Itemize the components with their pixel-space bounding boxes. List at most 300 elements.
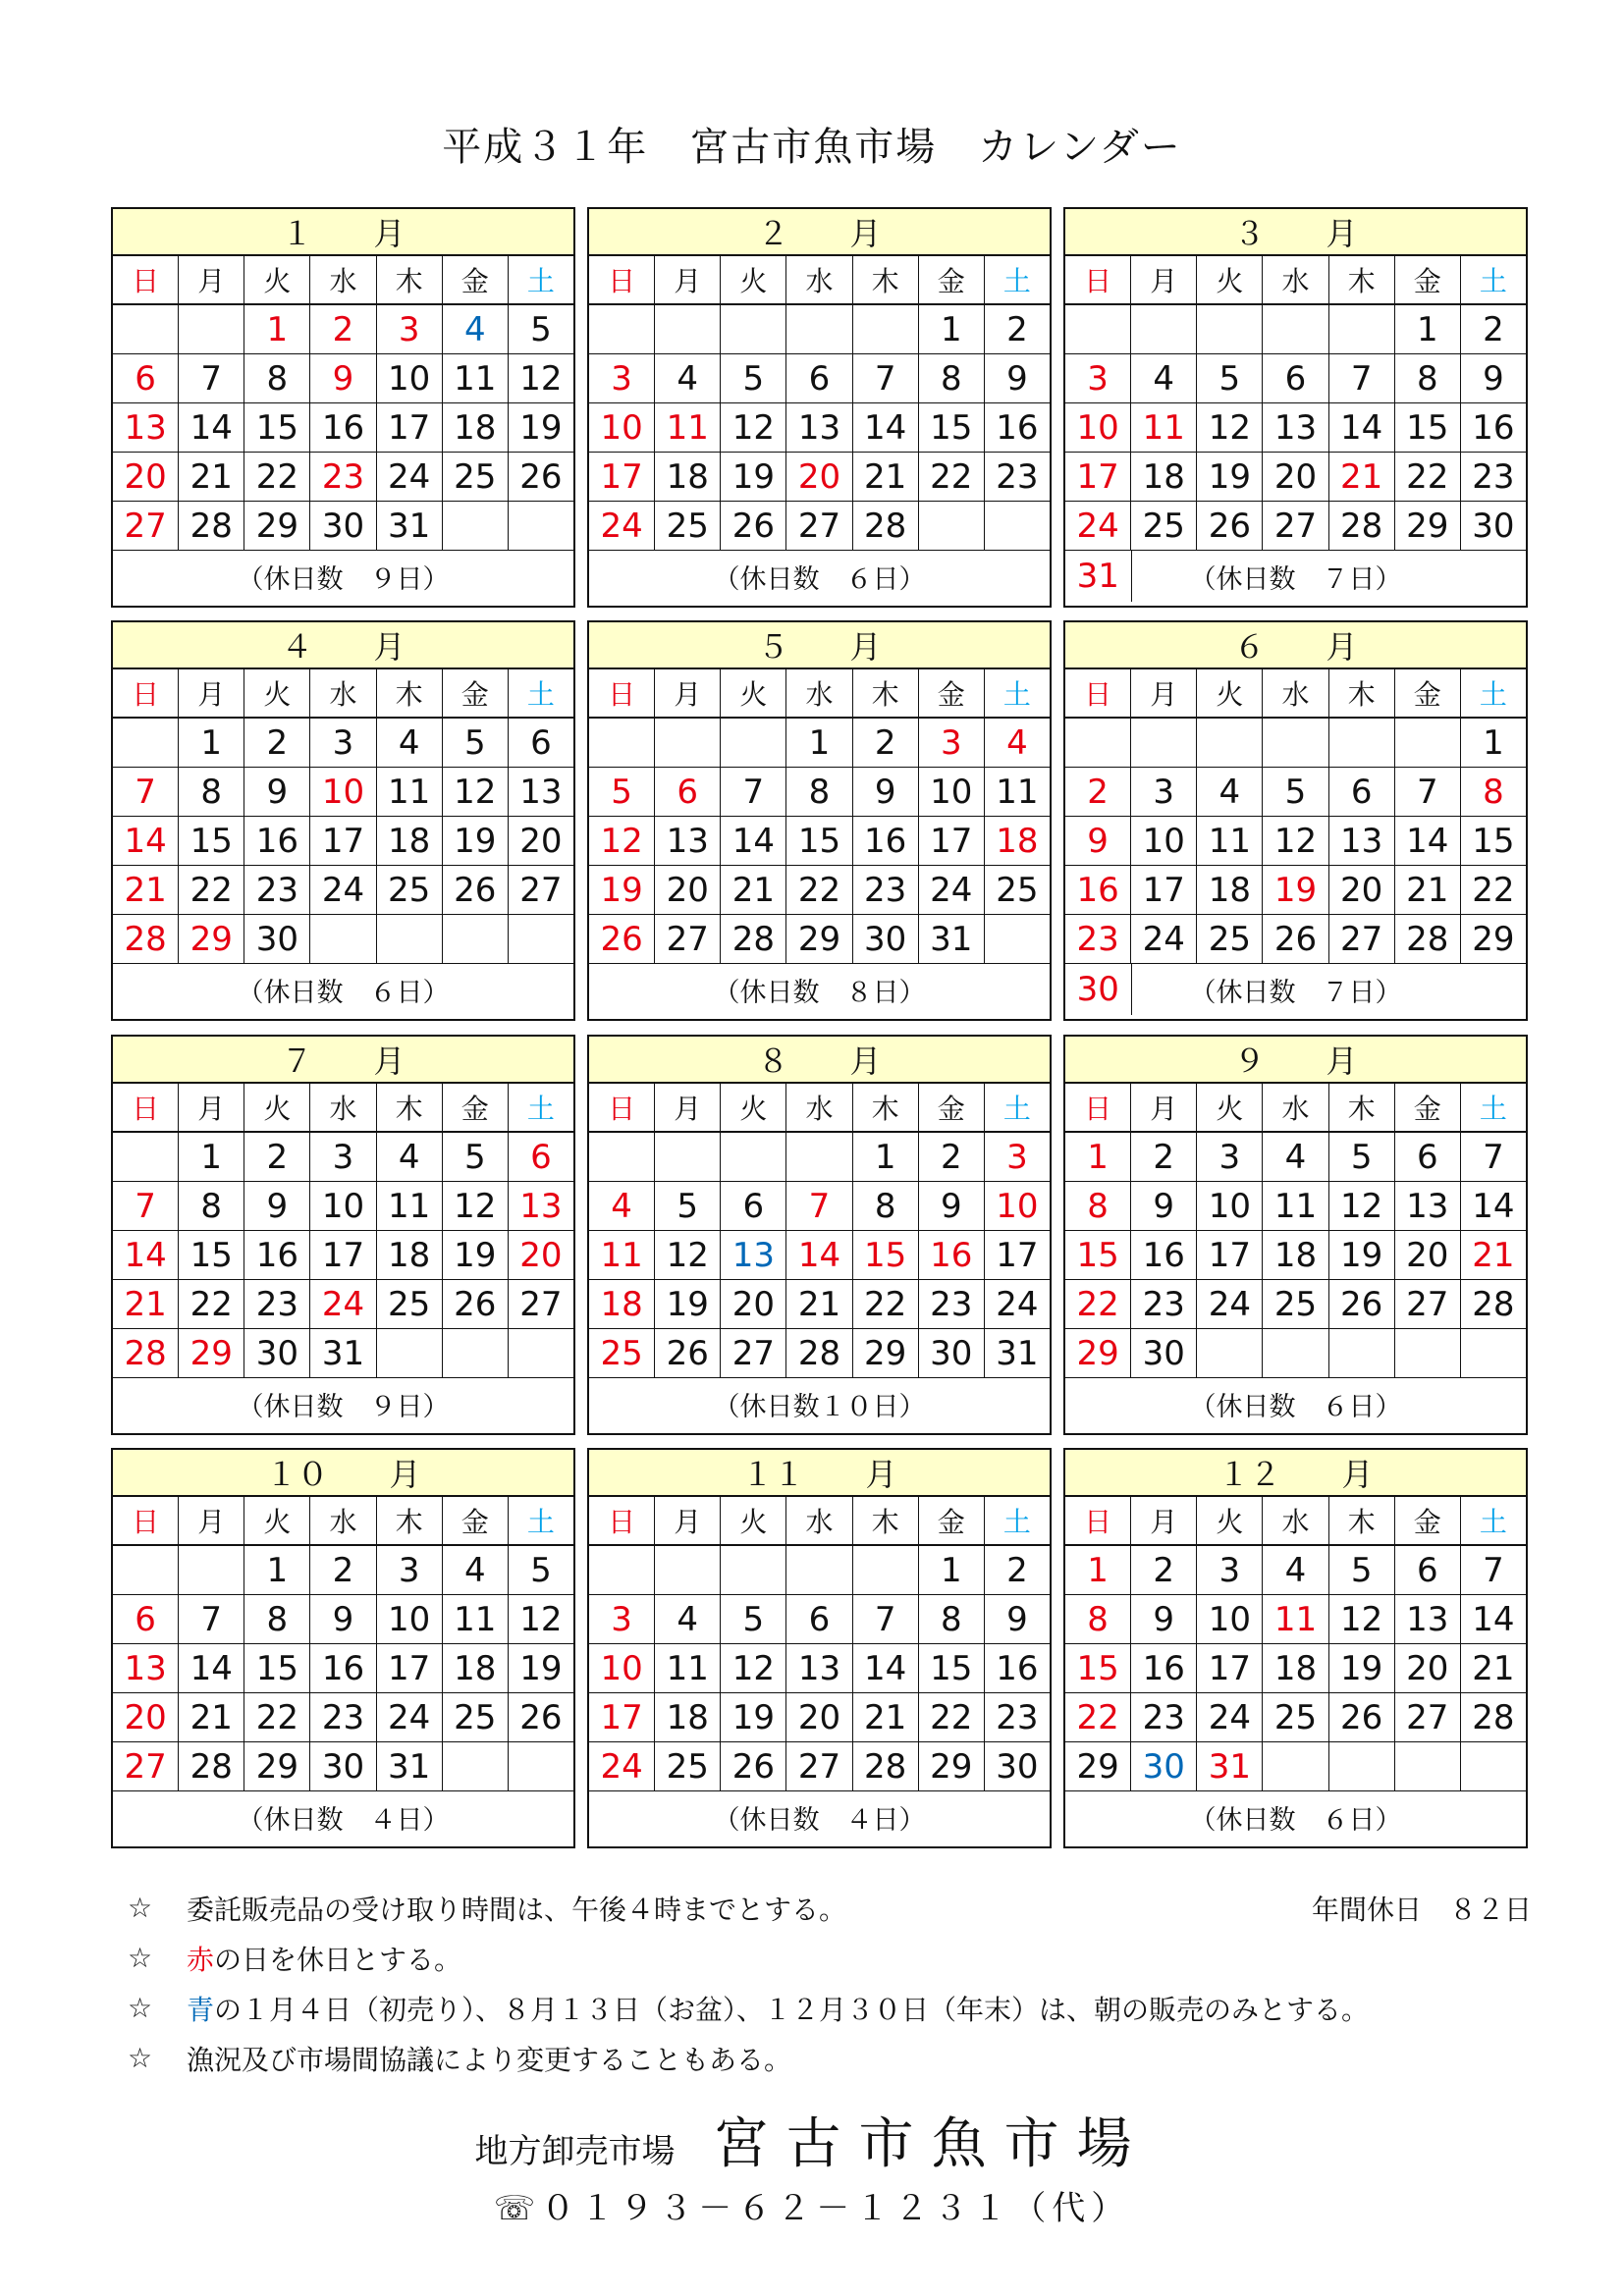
weekday-row [113, 669, 573, 719]
week-row [1065, 1133, 1526, 1182]
day-cell: 8 [919, 1595, 985, 1643]
day-cell: 25 [443, 453, 509, 501]
week-row [589, 768, 1050, 817]
empty-cell [985, 502, 1050, 550]
day-cell: 2 [1483, 309, 1504, 349]
empty-cell [1329, 719, 1395, 767]
weekday-label: 水 [1263, 1497, 1328, 1544]
day-cell: 22 [244, 1693, 310, 1741]
day-cell: 18 [443, 1644, 509, 1692]
day-cell: 24 [589, 502, 655, 550]
weekday-label: 金 [919, 669, 985, 717]
day-cell: 19 [1329, 1644, 1395, 1692]
day-cell: 9 [1006, 1599, 1028, 1639]
day-cell: 13 [519, 772, 563, 812]
month-number: ９ [1233, 1042, 1266, 1080]
empty-cell [509, 502, 573, 550]
day-cell: 29 [919, 1742, 985, 1790]
weekday-label: 土 [1002, 1093, 1031, 1125]
month-block [587, 1035, 1052, 1435]
holiday-count-row [589, 1378, 1050, 1429]
day-cell: 31 [1065, 551, 1132, 602]
day-cell: 25 [377, 866, 443, 914]
day-cell: 18 [1263, 1231, 1328, 1279]
week-row [589, 1329, 1050, 1378]
weekday-label: 火 [1197, 1084, 1263, 1131]
day-cell: 14 [853, 1644, 919, 1692]
weekday-label: 日 [589, 1084, 655, 1131]
weekday-label: 土 [1479, 678, 1507, 711]
holiday-count: （休日数 ９日） [237, 1391, 450, 1422]
month-header [113, 1450, 573, 1497]
month-suffix: 月 [389, 1456, 421, 1493]
day-cell: 7 [853, 354, 919, 402]
empty-cell [786, 1133, 852, 1181]
weekday-label: 月 [179, 1497, 244, 1544]
empty-cell [1065, 305, 1131, 353]
day-cell: 26 [1197, 502, 1263, 550]
month-suffix: 月 [1326, 628, 1358, 666]
weekday-label: 金 [443, 256, 509, 303]
day-cell: 7 [1483, 1137, 1504, 1177]
day-cell: 5 [721, 1595, 786, 1643]
day-cell: 9 [244, 768, 310, 816]
weekday-row [1065, 669, 1526, 719]
week-row [589, 502, 1050, 551]
day-cell: 18 [443, 403, 509, 452]
day-cell: 22 [179, 866, 244, 914]
day-cell: 5 [721, 354, 786, 402]
notes [128, 1883, 1532, 2083]
weekday-label: 日 [113, 1497, 179, 1544]
day-cell: 11 [1263, 1595, 1328, 1643]
day-cell: 10 [377, 1595, 443, 1643]
day-cell: 11 [1131, 403, 1197, 452]
day-cell: 23 [310, 453, 376, 501]
weekday-label: 土 [526, 1093, 555, 1125]
day-cell: 24 [996, 1284, 1039, 1324]
day-cell: 23 [996, 456, 1039, 497]
month-suffix: 月 [849, 628, 882, 666]
empty-cell [1329, 1742, 1395, 1790]
day-cell: 5 [589, 768, 655, 816]
holiday-count: （休日数１０日） [713, 1391, 926, 1422]
day-cell: 23 [996, 1697, 1039, 1737]
weekday-label: 月 [655, 669, 721, 717]
empty-cell [721, 719, 786, 767]
empty-cell [1461, 1329, 1526, 1377]
day-cell: 8 [1483, 772, 1504, 812]
day-cell: 14 [1329, 403, 1395, 452]
day-cell: 21 [179, 1693, 244, 1741]
holiday-count: （休日数 ６日） [237, 977, 450, 1008]
day-cell: 2 [853, 719, 919, 767]
day-cell: 15 [919, 403, 985, 452]
day-cell: 18 [1197, 866, 1263, 914]
day-cell: 9 [853, 768, 919, 816]
day-cell: 7 [721, 768, 786, 816]
day-cell: 11 [655, 403, 721, 452]
day-cell: 8 [919, 354, 985, 402]
day-cell: 1 [919, 1546, 985, 1594]
holiday-count-row [589, 1791, 1050, 1842]
day-cell: 5 [443, 719, 509, 767]
holiday-count: （休日数 ６日） [1189, 1391, 1402, 1422]
month-number: ７ [281, 1042, 313, 1080]
day-cell: 11 [443, 1595, 509, 1643]
day-cell: 22 [1472, 870, 1515, 910]
weekday-label: 金 [919, 1497, 985, 1544]
day-cell: 21 [1472, 1648, 1515, 1688]
week-row [589, 305, 1050, 354]
month-block [1063, 1035, 1528, 1435]
weekday-label: 土 [1479, 1093, 1507, 1125]
month-number: １１ [741, 1456, 805, 1493]
week-row [1065, 817, 1526, 866]
day-cell: 22 [244, 453, 310, 501]
week-row [1065, 768, 1526, 817]
day-cell: 23 [1065, 915, 1131, 963]
day-cell: 12 [655, 1231, 721, 1279]
empty-cell [721, 305, 786, 353]
day-cell: 29 [1472, 919, 1515, 959]
day-cell: 8 [244, 1595, 310, 1643]
day-cell: 20 [1329, 866, 1395, 914]
empty-cell [113, 305, 179, 353]
weekday-row [113, 256, 573, 305]
day-cell: 2 [310, 1546, 376, 1594]
month-header [1065, 1450, 1526, 1497]
day-cell: 6 [786, 354, 852, 402]
day-cell: 10 [310, 768, 376, 816]
day-cell: 21 [853, 453, 919, 501]
day-cell: 18 [1131, 453, 1197, 501]
day-cell: 26 [443, 866, 509, 914]
day-cell: 11 [589, 1231, 655, 1279]
month-block [1063, 207, 1528, 608]
note-line [128, 2033, 1532, 2083]
week-row [1065, 1742, 1526, 1791]
day-cell: 17 [589, 1693, 655, 1741]
day-cell: 27 [1395, 1280, 1461, 1328]
empty-cell [509, 915, 573, 963]
day-cell: 27 [786, 1742, 852, 1790]
weekday-label: 土 [526, 678, 555, 711]
day-cell: 24 [1131, 915, 1197, 963]
day-cell: 8 [853, 1182, 919, 1230]
day-cell: 18 [1263, 1644, 1328, 1692]
weekday-label: 金 [443, 1084, 509, 1131]
day-cell: 8 [179, 1182, 244, 1230]
day-cell: 30 [853, 915, 919, 963]
holiday-count-row [1065, 1791, 1526, 1842]
day-cell: 12 [1197, 403, 1263, 452]
day-cell: 13 [519, 1186, 563, 1226]
day-cell: 9 [1131, 1595, 1197, 1643]
day-cell: 24 [1197, 1693, 1263, 1741]
weekday-label: 日 [113, 669, 179, 717]
day-cell: 2 [919, 1133, 985, 1181]
day-cell: 6 [530, 1137, 552, 1177]
day-cell: 14 [113, 1231, 179, 1279]
day-cell: 3 [1197, 1546, 1263, 1594]
day-cell: 17 [996, 1235, 1039, 1275]
day-cell: 29 [179, 1329, 244, 1377]
day-cell: 12 [443, 1182, 509, 1230]
empty-cell [1065, 719, 1131, 767]
day-cell: 27 [1329, 915, 1395, 963]
day-cell: 17 [919, 817, 985, 865]
day-cell: 28 [113, 915, 179, 963]
day-cell: 4 [655, 354, 721, 402]
weekday-label: 火 [244, 1497, 310, 1544]
day-cell: 23 [919, 1280, 985, 1328]
holiday-count: （休日数 ９日） [237, 563, 450, 595]
week-row [589, 1693, 1050, 1742]
week-row [589, 354, 1050, 403]
day-cell: 6 [1395, 1546, 1461, 1594]
day-cell: 22 [919, 453, 985, 501]
day-cell: 24 [1065, 502, 1131, 550]
weekday-label: 水 [1263, 669, 1328, 717]
weekday-label: 火 [244, 669, 310, 717]
day-cell: 24 [377, 1693, 443, 1741]
weekday-label: 木 [377, 669, 443, 717]
day-cell: 25 [1131, 502, 1197, 550]
day-cell: 7 [1483, 1550, 1504, 1590]
day-cell: 16 [853, 817, 919, 865]
day-cell: 28 [1472, 1697, 1515, 1737]
weekday-label: 月 [1131, 256, 1197, 303]
day-cell: 3 [1065, 354, 1131, 402]
day-cell: 25 [1263, 1280, 1328, 1328]
day-cell: 12 [443, 768, 509, 816]
week-row [589, 453, 1050, 502]
week-row [1065, 1329, 1526, 1378]
week-row [113, 453, 573, 502]
day-cell: 28 [853, 502, 919, 550]
day-cell: 16 [244, 1231, 310, 1279]
day-cell: 3 [919, 719, 985, 767]
day-cell: 11 [1263, 1182, 1328, 1230]
day-cell: 6 [1329, 768, 1395, 816]
weekday-label: 金 [1395, 1497, 1461, 1544]
day-cell: 19 [1329, 1231, 1395, 1279]
month-number: ５ [757, 628, 789, 666]
day-cell: 22 [1065, 1280, 1131, 1328]
day-cell: 20 [786, 453, 852, 501]
day-cell: 3 [377, 305, 443, 353]
day-cell: 3 [589, 354, 655, 402]
day-cell: 27 [113, 1742, 179, 1790]
day-cell: 5 [1329, 1133, 1395, 1181]
day-cell: 16 [310, 403, 376, 452]
day-cell: 6 [655, 768, 721, 816]
day-cell: 7 [113, 1182, 179, 1230]
day-cell: 4 [1131, 354, 1197, 402]
day-cell: 20 [519, 821, 563, 861]
week-row [589, 1133, 1050, 1182]
holiday-count: （休日数 ７日） [1189, 563, 1402, 595]
day-cell: 26 [519, 456, 563, 497]
month-number: ３ [1233, 215, 1266, 252]
weekday-label: 金 [443, 1497, 509, 1544]
week-row [589, 1595, 1050, 1644]
day-cell: 13 [786, 403, 852, 452]
empty-cell [1395, 1329, 1461, 1377]
week-row [1065, 1231, 1526, 1280]
empty-cell [443, 502, 509, 550]
weekday-label: 水 [786, 256, 852, 303]
day-cell: 30 [1065, 964, 1132, 1015]
day-cell: 19 [1197, 453, 1263, 501]
day-cell: 19 [519, 1648, 563, 1688]
month-header [589, 622, 1050, 669]
day-cell: 9 [1131, 1182, 1197, 1230]
weekday-row [113, 1497, 573, 1546]
day-cell: 2 [244, 1133, 310, 1181]
day-cell: 23 [1131, 1280, 1197, 1328]
day-cell: 15 [179, 1231, 244, 1279]
day-cell: 14 [179, 403, 244, 452]
day-cell: 26 [519, 1697, 563, 1737]
day-cell: 21 [1472, 1235, 1515, 1275]
day-cell: 26 [721, 1742, 786, 1790]
empty-cell [179, 305, 244, 353]
day-cell: 6 [530, 722, 552, 763]
month-suffix: 月 [849, 1042, 882, 1080]
day-cell: 11 [996, 772, 1039, 812]
month-header [1065, 622, 1526, 669]
day-cell: 19 [721, 453, 786, 501]
day-cell: 27 [786, 502, 852, 550]
publisher [0, 2101, 1624, 2179]
day-cell: 15 [919, 1644, 985, 1692]
empty-cell [589, 1546, 655, 1594]
empty-cell [377, 915, 443, 963]
weekday-label: 月 [1131, 669, 1197, 717]
month-block [111, 1035, 575, 1435]
day-cell: 5 [530, 309, 552, 349]
day-cell: 31 [377, 1742, 443, 1790]
day-cell: 28 [786, 1329, 852, 1377]
day-cell: 6 [786, 1595, 852, 1643]
day-cell: 26 [655, 1329, 721, 1377]
day-cell: 1 [853, 1133, 919, 1181]
day-cell: 22 [919, 1693, 985, 1741]
weekday-label: 水 [786, 1084, 852, 1131]
day-cell: 11 [443, 354, 509, 402]
weekday-label: 木 [853, 1497, 919, 1544]
day-cell: 9 [1483, 358, 1504, 399]
weekday-label: 木 [1329, 669, 1395, 717]
day-cell: 25 [589, 1329, 655, 1377]
day-cell: 26 [721, 502, 786, 550]
weekday-label: 木 [853, 669, 919, 717]
day-cell: 16 [1065, 866, 1131, 914]
week-row [1065, 305, 1526, 354]
day-cell: 6 [113, 1595, 179, 1643]
day-cell: 3 [310, 719, 376, 767]
week-row [589, 1182, 1050, 1231]
empty-cell [1197, 719, 1263, 767]
empty-cell [655, 305, 721, 353]
weekday-label: 火 [721, 256, 786, 303]
weekday-row [589, 256, 1050, 305]
day-cell: 4 [1006, 722, 1028, 763]
weekday-label: 木 [377, 256, 443, 303]
phone-number: ☏０１９３－６２－１２３１（代） [493, 2189, 1131, 2228]
day-cell: 16 [244, 817, 310, 865]
day-cell: 23 [853, 866, 919, 914]
month-block [111, 207, 575, 608]
day-cell: 5 [443, 1133, 509, 1181]
empty-cell [1197, 1329, 1263, 1377]
empty-cell [1461, 1742, 1526, 1790]
empty-cell [443, 1742, 509, 1790]
day-cell: 15 [853, 1231, 919, 1279]
star-icon: ☆ [128, 1892, 153, 1924]
day-cell: 12 [1329, 1595, 1395, 1643]
weekday-label: 月 [655, 1497, 721, 1544]
day-cell: 29 [786, 915, 852, 963]
week-row [1065, 1546, 1526, 1595]
day-cell: 5 [1197, 354, 1263, 402]
day-cell: 21 [1329, 453, 1395, 501]
day-cell: 22 [1395, 453, 1461, 501]
day-cell: 29 [244, 1742, 310, 1790]
empty-cell [1329, 1329, 1395, 1377]
empty-cell [589, 1133, 655, 1181]
day-cell: 25 [443, 1693, 509, 1741]
month-suffix: 月 [865, 1456, 897, 1493]
day-cell: 7 [1329, 354, 1395, 402]
month-header [1065, 209, 1526, 256]
weekday-label: 土 [1002, 1506, 1031, 1538]
note-text: 漁況及び市場間協議により変更することもある。 [187, 2043, 792, 2076]
day-cell: 6 [113, 354, 179, 402]
day-cell: 23 [1472, 456, 1515, 497]
weekday-label: 水 [1263, 1084, 1328, 1131]
week-row [113, 817, 573, 866]
empty-cell [509, 1329, 573, 1377]
week-row [1065, 354, 1526, 403]
weekday-label: 土 [1002, 265, 1031, 297]
week-row [589, 817, 1050, 866]
day-cell: 9 [310, 1595, 376, 1643]
day-cell: 12 [519, 358, 563, 399]
day-cell: 8 [1065, 1182, 1131, 1230]
month-header [589, 1037, 1050, 1084]
week-row [113, 305, 573, 354]
weekday-label: 水 [310, 669, 376, 717]
day-cell: 13 [655, 817, 721, 865]
empty-cell [113, 1133, 179, 1181]
day-cell: 24 [1197, 1280, 1263, 1328]
weekday-label: 木 [377, 1497, 443, 1544]
day-cell: 12 [519, 1599, 563, 1639]
day-cell: 2 [1006, 1550, 1028, 1590]
day-cell: 26 [443, 1280, 509, 1328]
day-cell: 13 [1263, 403, 1328, 452]
weekday-label: 火 [1197, 669, 1263, 717]
weekday-label: 日 [1065, 256, 1131, 303]
week-row [1065, 1595, 1526, 1644]
day-cell: 30 [919, 1329, 985, 1377]
day-cell: 16 [996, 407, 1039, 448]
weekday-row [589, 669, 1050, 719]
holiday-count: （休日数 ７日） [1189, 977, 1402, 1008]
